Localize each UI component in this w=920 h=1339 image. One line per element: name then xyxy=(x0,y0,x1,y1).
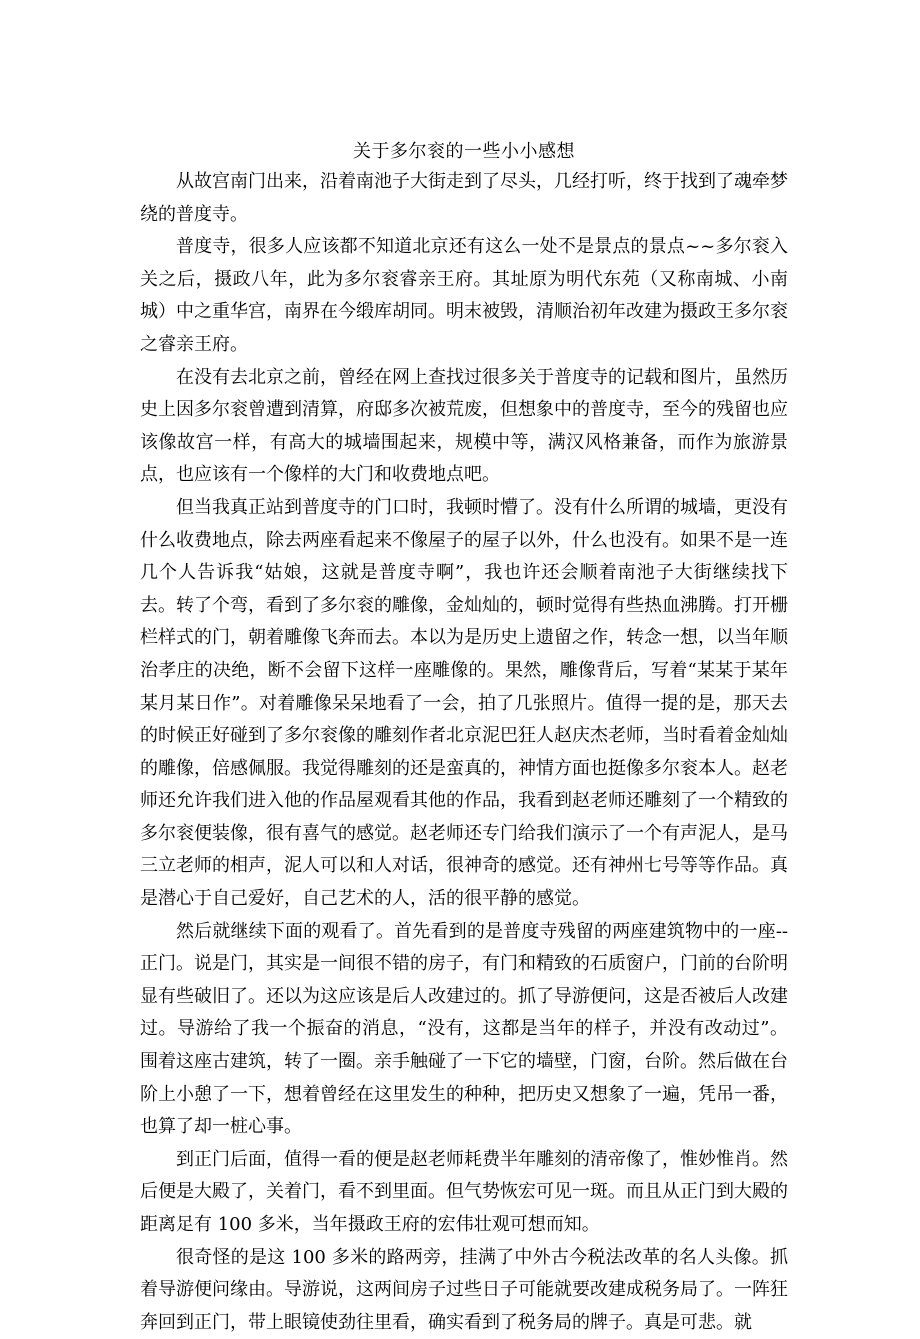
paragraph-2: 普度寺，很多人应该都不知道北京还有这么一处不是景点的景点~~多尔衮入关之后，摄政八年，此为多尔衮睿亲王府。其址原为明代东苑（又称南城、小南城）中之重华宫，南界在今缎库胡同。明末被毁，清顺治初年改建为摄政王多尔衮之睿亲王府。 xyxy=(140,236,788,355)
paragraph-7: 很奇怪的是这 100 多米的路两旁，挂满了中外古今税法改革的名人头像。抓着导游便问缘由。导游说，这两间房子过些日子可能就要改建成税务局了。一阵狂奔回到正门，带上眼镜使劲往里看，确实看到了税务局的牌子。真是可悲。就 xyxy=(140,1246,788,1333)
paragraph-3: 在没有去北京之前，曾经在网上查找过很多关于普度寺的记载和图片，虽然历史上因多尔衮曾遭到清算，府邸多次被荒废，但想象中的普度寺，至今的残留也应该像故宫一样，有高大的城墙围起来，规模中等，满汉风格兼备，而作为旅游景点，也应该有一个像样的大门和收费地点吧。 xyxy=(140,366,788,486)
paragraph-5: 然后就继续下面的观看了。首先看到的是普度寺残留的两座建筑物中的一座--正门。说是门，其实是一间很不错的房子，有门和精致的石质窗户，门前的台阶明显有些破旧了。还以为这应该是后人改建过的。抓了导游便问，这是否被后人改建过。导游给了我一个振奋的消息，“没有，这都是当年的样子，并没有改动过”。围着这座古建筑，转了一圈。亲手触碰了一下它的墙壁，门窗，台阶。然后做在台阶上小憩了一下，想着曾经在这里发生的种种，把历史又想象了一遍，凭吊一番，也算了却一桩心事。 xyxy=(140,920,788,1138)
paragraph-4: 但当我真正站到普度寺的门口时，我顿时懵了。没有什么所谓的城墙，更没有什么收费地点，除去两座看起来不像屋子的屋子以外，什么也没有。如果不是一连几个人告诉我“姑娘，这就是普度寺啊”，我也许还会顺着南池子大街继续找下去。转了个弯，看到了多尔衮的雕像，金灿灿的，顿时觉得有些热血沸腾。打开栅栏样式的门，朝着雕像飞奔而去。本以为是历史上遗留之作，转念一想，以当年顺治孝庄的决绝，断不会留下这样一座雕像的。果然，雕像背后，写着“某某于某年某月某日作”。对着雕像呆呆地看了一会，拍了几张照片。值得一提的是，那天去的时候正好碰到了多尔衮像的雕刻作者北京泥巴狂人赵庆杰老师，当时看着金灿灿的雕像，倍感佩服。我觉得雕刻的还是蛮真的，神情方面也挺像多尔衮本人。赵老师还允许我们进入他的作品屋观看其他的作品，我看到赵老师还雕刻了一个精致的多尔衮便装像，很有喜气的感觉。赵老师还专门给我们演示了一个有声泥人，是马三立老师的相声，泥人可以和人对话，很神奇的感觉。还有神州七号等等作品。真是潜心于自己爱好，自己艺术的人，活的很平静的感觉。 xyxy=(140,496,788,910)
paragraph-6: 到正门后面，值得一看的便是赵老师耗费半年雕刻的清帝像了，惟妙惟肖。然后便是大殿了，关着门，看不到里面。但气势恢宏可见一斑。而且从正门到大殿的距离足有 100 多米，当年摄政王府的宏伟壮观可想而知。 xyxy=(140,1148,788,1235)
document-title: 关于多尔衮的一些小小感想 xyxy=(353,141,575,162)
paragraph-1: 从故宫南门出来，沿着南池子大街走到了尽头，几经打听，终于找到了魂牵梦绕的普度寺。 xyxy=(140,171,788,225)
document-page xyxy=(140,138,788,1339)
